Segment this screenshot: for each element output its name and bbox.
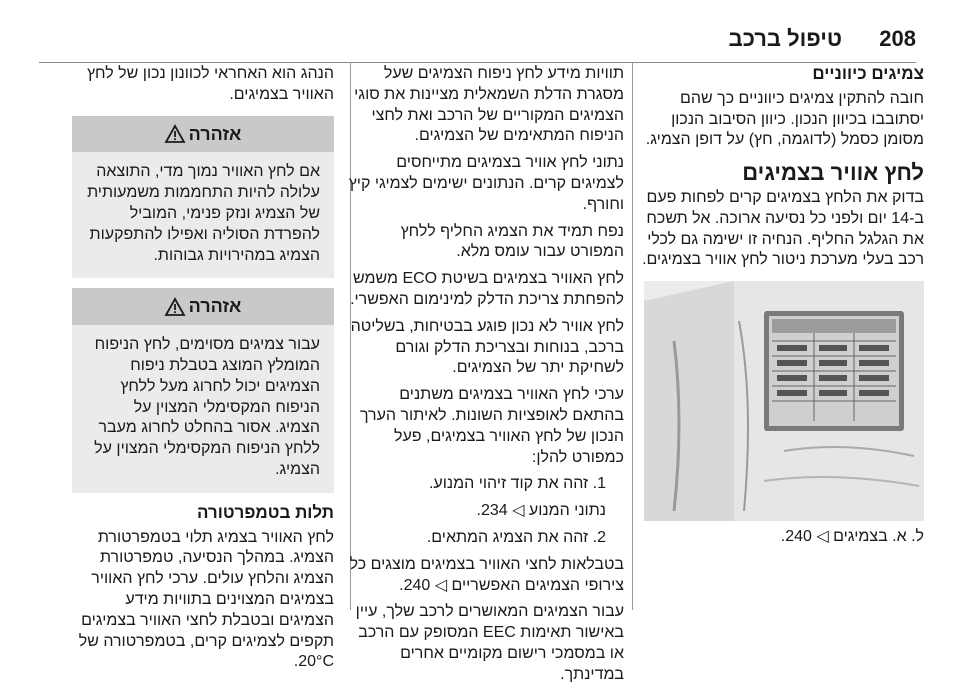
paragraph: עבור הצמיגים המאושרים לרכב שלך, עיין באישור תאימות EEC המסופק עם הרכב או במסמכי רישום מקומיים אחרים במדינתך. <box>355 603 624 683</box>
step-item: 2. זהה את הצמיג המתאים. <box>426 528 606 546</box>
column-left <box>72 64 334 679</box>
tire-pressure-label-figure <box>644 281 924 521</box>
warning-text: עבור צמיגים מסוימים, לחץ הניפוח המומלץ המוצג בטבלת ניפוח הצמיגים יכול לחרוג מעל ללחץ הניפוח המקסימלי המצוין על הצמיג. אסור בהחלט לחרוג מעבר ללחץ הניפוח המקסימלי המצוין על הצמיג. <box>94 336 320 478</box>
paragraph: ערכי לחץ האוויר בצמיגים משתנים בהתאם לאופציות השונות. לאיתור הערך הנכון של לחץ האוויר בצמיגים, פעל כמפורט להלן: <box>359 386 624 466</box>
paragraph: נתוני לחץ אוויר בצמיגים מתייחסים לצמיגים קרים. הנתונים ישימים לצמיגי קיץ וחורף. <box>348 154 624 213</box>
page-header <box>0 10 960 60</box>
paragraph: תוויות מידע לחץ ניפוח הצמיגים שעל מסגרת הדלת השמאלית מציינות את סוגי הצמיגים המקוריים של הרכב ואת לחצי הניפוח המתאימים של הצמיגים. <box>354 65 624 145</box>
warning-triangle-icon <box>165 125 185 143</box>
paragraph: לחץ האוויר בצמיגים בשיטת ECO משמש להפחתת צריכת הדלק למינימום האפשרי. <box>350 270 624 308</box>
paragraph: חובה להתקין צמיגים כיווניים כך שהם יסתובבו בכיוון הנכון. כיוון הסיבוב הנכון מסומן כסמל (לדוגמה, חץ) על דופן הצמיג. <box>645 89 924 149</box>
paragraph: נפח תמיד את הצמיג החליף ללחץ המפורט עבור עומס מלא. <box>400 222 624 261</box>
step-item: 1. זהה את קוד זיהוי המנוע. <box>428 475 606 493</box>
warning-header <box>72 116 334 153</box>
heading-tire-pressure: לחץ אוויר בצמיגים <box>742 160 924 186</box>
subheading-directional-tires: צמיגים כיווניים <box>812 64 924 83</box>
warning-box <box>72 288 334 492</box>
warning-triangle-icon <box>165 298 185 316</box>
paragraph: בטבלאות לחצי האוויר בצמיגים מוצגים כל צירופי הצמיגים האפשריים ◁ 240. <box>349 555 624 594</box>
figure-caption: ל. א. בצמיגים ◁ 240. <box>780 528 924 546</box>
header-rule <box>39 62 916 63</box>
warning-box <box>72 116 334 279</box>
column-right <box>640 64 924 548</box>
paragraph: הנהג הוא האחראי לכוונון נכון של לחץ האוויר בצמיגים. <box>86 65 334 103</box>
paragraph: לחץ האוויר בצמיג תלוי בטמפרטורת הצמיג. במהלך הנסיעה, טמפרטורת הצמיג והלחץ עולים. ערכי לחץ האוויר בצמיגים המצוינים בתוויות מידע הצמיגים ובטבלת לחצי האוויר בצמיגים תקפים לצמיגים קרים, בטמפרטורה של 20°C. <box>78 528 334 671</box>
column-divider <box>632 62 633 610</box>
page-number: 208 <box>879 26 916 51</box>
column-middle <box>348 64 624 692</box>
door-frame-illustration <box>644 281 924 521</box>
warning-text: אם לחץ האוויר נמוך מדי, התוצאה עלולה להיות התחממות משמעותית של הצמיג ונזק פנימי, המוביל להפרדת הסוליה ואפילו להתפקעות הצמיג במהירויות גבוהות. <box>87 163 320 264</box>
paragraph: לחץ אוויר לא נכון פוגע בבטיחות, בשליטה ברכב, בנוחות ובצריכת הדלק וגורם לשחיקת יתר של הצמיגים. <box>350 317 624 377</box>
warning-title: אזהרה <box>188 296 242 317</box>
subheading-temperature: תלות בטמפרטורה <box>196 502 334 522</box>
warning-title: אזהרה <box>188 123 242 144</box>
paragraph: בדוק את הלחץ בצמיגים קרים לפחות פעם ב-14 יום ולפני כל נסיעה ארוכה. אל תשכח את הגלגל החליף. הנחיה זו ישימה גם לכלי רכב בעלי מערכת ניטור לחץ אוויר בצמיגים. <box>642 188 924 269</box>
section-title: טיפול ברכב <box>728 26 842 51</box>
warning-header <box>72 288 334 325</box>
step-reference: נתוני המנוע ◁ 234. <box>476 502 606 520</box>
